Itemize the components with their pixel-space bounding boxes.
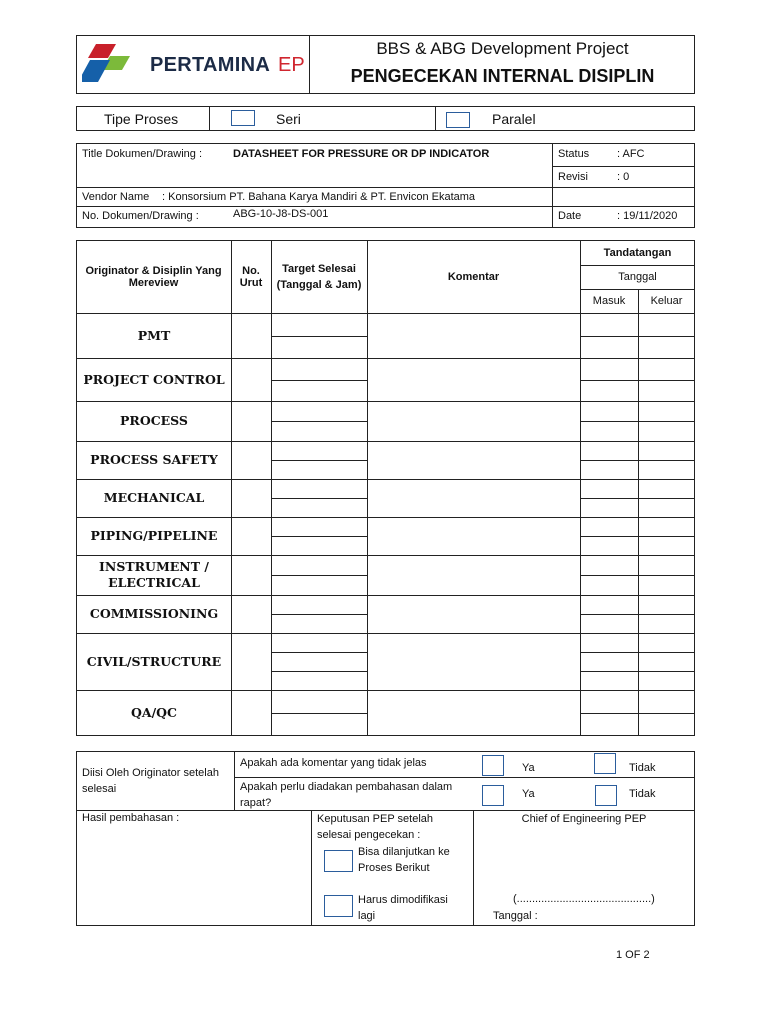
discipline-label: MECHANICAL	[103, 490, 205, 505]
lanjut-checkbox[interactable]	[324, 850, 353, 872]
tanggal-label: Tanggal :	[493, 910, 538, 922]
q2-ya-checkbox[interactable]	[482, 785, 504, 806]
process-type-label: Tipe Proses	[104, 111, 179, 127]
revisi-label: Revisi	[558, 171, 588, 183]
paralel-checkbox[interactable]	[446, 112, 470, 128]
project-name: BBS & ABG Development Project	[376, 39, 629, 58]
col-tanggal: Tanggal	[618, 271, 657, 283]
page-title: PENGECEKAN INTERNAL DISIPLIN	[350, 65, 655, 86]
title-label: Title Dokumen/Drawing :	[82, 148, 203, 160]
q1-ya-label: Ya	[522, 762, 535, 774]
col-keluar: Keluar	[650, 295, 683, 307]
col-tandatangan: Tandatangan	[603, 247, 672, 259]
discipline-label: PROJECT CONTROL	[83, 371, 225, 387]
q1-ya-checkbox[interactable]	[482, 755, 504, 776]
logo-text: PERTAMINA	[150, 54, 271, 76]
title-value: DATASHEET FOR PRESSURE OR DP INDICATOR	[233, 148, 490, 160]
chief-label: Chief of Engineering PEP	[521, 813, 647, 825]
discipline-label: QA/QC	[131, 705, 177, 720]
discipline-label: COMMISSIONING	[89, 606, 219, 621]
discipline-label: CIVIL/STRUCTURE	[86, 653, 222, 669]
discipline-label: PIPING/PIPELINE	[90, 528, 218, 543]
docno-value: ABG-10-J8-DS-001	[233, 208, 329, 220]
date-value: : 19/11/2020	[617, 210, 678, 222]
logo-suffix: EP	[278, 54, 305, 76]
col-target: Target Selesai (Tanggal & Jam)	[276, 263, 362, 291]
col-no: No. Urut	[239, 265, 263, 289]
question-2: Apakah perlu diadakan pembahasan dalam rapat?	[240, 781, 453, 809]
q2-tidak-checkbox[interactable]	[595, 785, 617, 806]
q1-tidak-checkbox[interactable]	[594, 753, 616, 774]
q1-tidak-label: Tidak	[629, 762, 656, 774]
question-1: Apakah ada komentar yang tidak jelas	[240, 757, 427, 769]
discipline-label: PROCESS	[120, 413, 188, 428]
modif-checkbox[interactable]	[324, 895, 353, 917]
vendor-label: Vendor Name	[82, 191, 150, 203]
pertamina-logo	[82, 42, 304, 88]
col-masuk: Masuk	[592, 295, 626, 307]
modif-label: Harus dimodifikasi lagi	[358, 894, 448, 922]
signature-line: (............................................)	[513, 893, 655, 905]
seri-checkbox[interactable]	[231, 110, 255, 126]
paralel-label: Paralel	[492, 111, 536, 127]
status-value: : AFC	[617, 148, 645, 160]
vendor-value: : Konsorsium PT. Bahana Karya Mandiri & PT. Envicon Ekatama	[162, 191, 476, 203]
hasil-label: Hasil pembahasan :	[82, 812, 180, 824]
discipline-label: PMT	[137, 327, 171, 343]
revisi-value: : 0	[617, 171, 630, 183]
diisi-label: Diisi Oleh Originator setelah selesai	[82, 767, 219, 795]
seri-label: Seri	[276, 111, 301, 127]
lanjut-label: Bisa dilanjutkan ke Proses Berikut	[358, 846, 450, 874]
col-originator: Originator & Disiplin Yang Mereview	[85, 265, 222, 289]
q2-ya-label: Ya	[522, 788, 535, 800]
discipline-label: PROCESS SAFETY	[90, 452, 218, 467]
docno-label: No. Dokumen/Drawing :	[82, 210, 199, 222]
col-komentar: Komentar	[447, 271, 500, 283]
date-label: Date	[558, 210, 582, 222]
status-label: Status	[558, 148, 590, 160]
q2-tidak-label: Tidak	[629, 788, 656, 800]
keputusan-label: Keputusan PEP setelah selesai pengecekan :	[317, 813, 433, 841]
discipline-label: INSTRUMENT / ELECTRICAL	[99, 559, 209, 590]
pertamina-logo-icon	[82, 42, 142, 88]
page-number: 1 OF 2	[616, 949, 650, 961]
